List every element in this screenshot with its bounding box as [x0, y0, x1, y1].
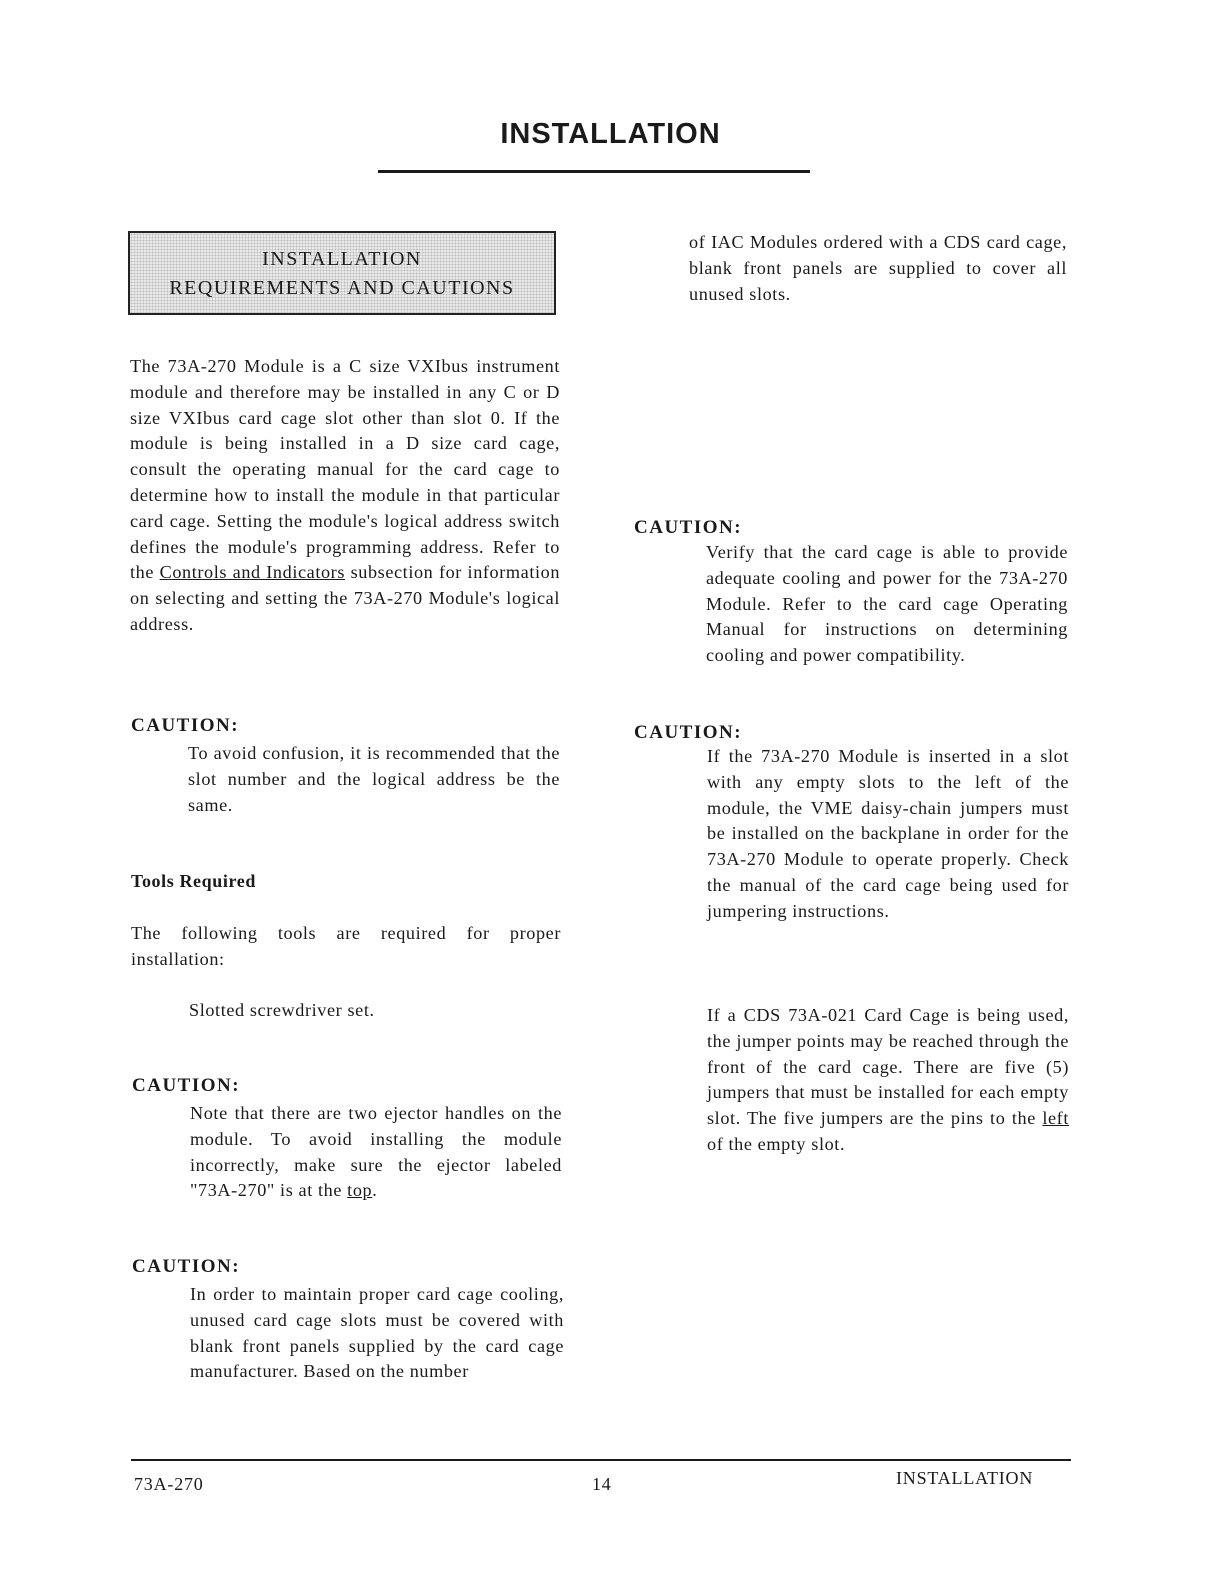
cds-text: If a CDS 73A-021 Card Cage is being used, the jumper points may be reached through the front of the card cage. There are five (5) jumpers that must be installed for each empty slot. The five jumpers are the pins to the — [707, 1005, 1069, 1129]
intro-text: The 73A-270 Module is a C size VXIbus instrument module and therefore may be installed in any C or D size VXIbus card cage slot other than slot 0. If the module is being installed in a D size card cage, consult the operating manual for the card cage to determine how to install the module in that particular card cage. Setting the module's logical address switch defines the module's programming address. Refer to the — [130, 356, 560, 583]
caution-text-2-end: . — [372, 1180, 378, 1201]
title-divider — [378, 170, 810, 173]
continuation-paragraph: of IAC Modules ordered with a CDS card cage, blank front panels are supplied to cover all unused slots. — [689, 232, 1067, 304]
caution-heading-4: CAUTION: — [634, 517, 743, 538]
caution-text-2 — [190, 1101, 562, 1204]
caution-heading-1: CAUTION: — [131, 715, 240, 736]
cds-text-end: of the empty slot. — [707, 1133, 846, 1154]
caution-text-2-body: Note that there are two ejector handles on the module. To avoid installing the module incorrectly, make sure the ejector labeled "73A-270" is at the — [190, 1103, 562, 1201]
footer-divider — [131, 1459, 1071, 1461]
footer-model-number: 73A-270 — [134, 1474, 204, 1494]
page-number: 14 — [592, 1474, 612, 1494]
tools-required-heading: Tools Required — [131, 871, 256, 891]
caution-heading-2: CAUTION: — [132, 1075, 241, 1096]
top-emphasis: top — [347, 1180, 373, 1201]
intro-text-end: subsection for information on selecting and setting the 73A-270 Module's logical address. — [130, 562, 561, 634]
caution-heading-3: CAUTION: — [132, 1256, 241, 1277]
page-title: INSTALLATION — [500, 118, 721, 150]
caution-text-1: To avoid confusion, it is recommended that the slot number and the logical address be the same. — [188, 743, 560, 815]
tools-list-item: Slotted screwdriver set. — [189, 1000, 375, 1020]
caution-text-5: If the 73A-270 Module is inserted in a slot with any empty slots to the left of the module, the VME daisy-chain jumpers must be installed on the backplane in order for the 73A-270 Module to operate properly. Check the manual of the card cage being used for jumpering instructions. — [707, 746, 1069, 921]
intro-paragraph — [130, 354, 560, 638]
cds-card-cage-paragraph — [707, 1003, 1069, 1158]
controls-indicators-reference: Controls and Indicators — [159, 562, 346, 583]
caution-text-4: Verify that the card cage is able to provide adequate cooling and power for the 73A-270 Module. Refer to the card cage Operating Manual for instructions on determining cooling and power compatibility. — [706, 542, 1068, 666]
footer-section-name: INSTALLATION — [896, 1468, 1034, 1488]
tools-required-text: The following tools are required for proper installation: — [131, 923, 561, 969]
left-emphasis: left — [1042, 1108, 1069, 1129]
section-heading-line2: REQUIREMENTS AND CAUTIONS — [169, 277, 515, 299]
caution-heading-5: CAUTION: — [634, 722, 743, 743]
section-heading-line1: INSTALLATION — [262, 248, 422, 270]
caution-text-3: In order to maintain proper card cage cooling, unused card cage slots must be covered with blank front panels supplied by the card cage manufacturer. Based on the number — [190, 1284, 564, 1382]
section-heading-box — [128, 231, 556, 315]
